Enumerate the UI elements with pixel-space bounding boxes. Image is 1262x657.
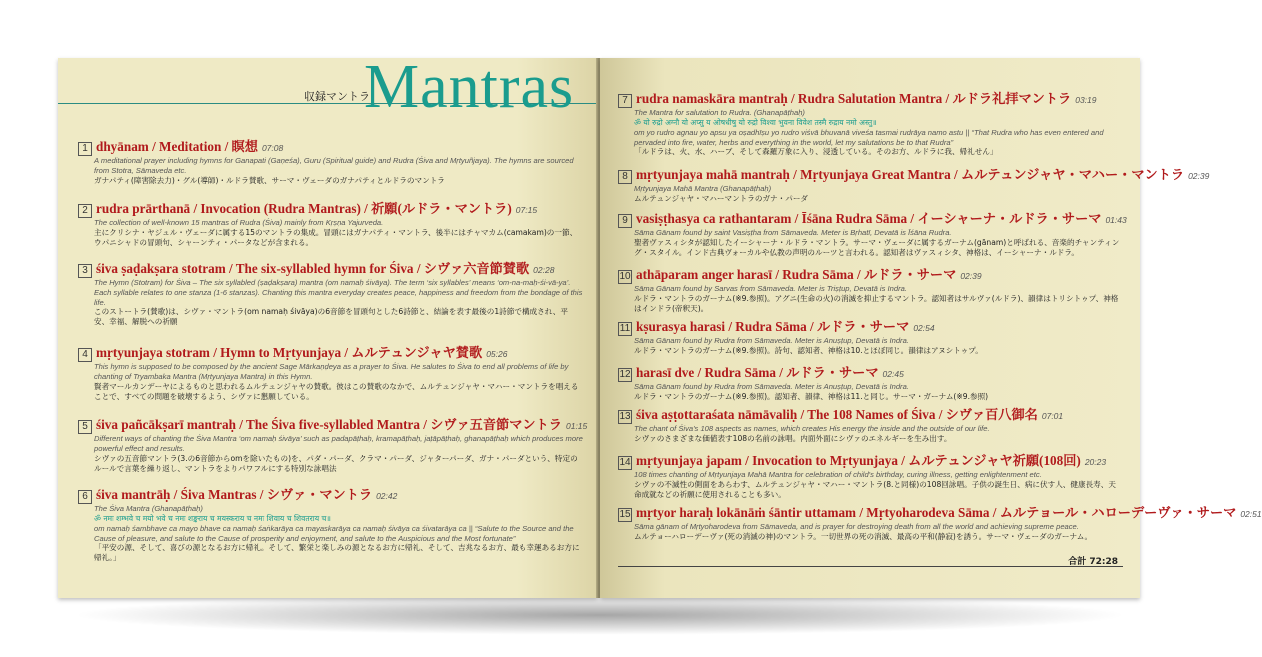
track-japanese: ルドラ・マントラのガーナム(※9.参照)。認知者、韻律、神格は11.と同じ。サーマ・ガーナム(※9.参照) — [634, 391, 989, 401]
track-translation: om namaḥ śambhave ca mayo bhave ca namaḥ śaṅkarāya ca mayaskarāya ca namaḥ śivāya ca śivatarāya ca || “Salute to the Source and the Cause of pleasure, and salute to the Cause of prosperity and enjoyment, and salute to the Auspicious and the Most fortunate” — [94, 523, 574, 543]
track-duration: 02:45 — [882, 369, 904, 379]
track-number: 12 — [619, 369, 631, 380]
track-item — [618, 404, 1123, 444]
track-title: mṛtyunjaya stotram / Hymn to Mṛtyunjaya / ムルテュンジャヤ賛歌 — [96, 345, 483, 360]
track-title: rudra prārthanā / Invocation (Rudra Mantras) / 祈願(ルドラ・マントラ) — [96, 201, 512, 216]
track-item — [78, 258, 583, 327]
track-heading — [78, 198, 583, 218]
track-description: The Mantra for salutation to Rudra. (Ghanapāṭhaḥ) — [634, 108, 805, 117]
track-description: A meditational prayer including hymns for Ganapati (Gaṇeśa), Guru (Spiritual guide) and Rudra (Śiva and Mṛtyuñjaya). The hymns are sourced from Stotra, Sāmaveda etc. — [94, 156, 574, 175]
track-heading — [618, 164, 1210, 184]
track-japanese: シヴァの五音節マントラ(3.の6音節からomを除いたもの)を、パダ・パーダ、クラマ・パーダ、ジャターパーダ、ガナ・パーダという、特定のルールで言葉を繰り返し、マントラをよりパワフルにする特別な詠唱法 — [94, 453, 578, 473]
page-subtitle: 収録マントラ — [304, 90, 370, 103]
track-title: kṣurasya harasi / Rudra Sāma / ルドラ・サーマ — [636, 319, 910, 334]
track-japanese: シヴァのさまざまな価値表す108の名前の詠唱。内面外面にシヴァのエネルギーを生み出す。 — [634, 433, 952, 443]
track-duration: 07:15 — [515, 205, 538, 215]
track-devanagari: ॐ नमः शम्भवे च मयो भवे च नमः शङ्कराय च मयस्कराय च नमः शिवाय च शिवतराय च॥ — [94, 513, 331, 523]
track-item — [78, 198, 583, 248]
right-page — [600, 58, 1262, 598]
track-duration: 02:54 — [913, 323, 935, 333]
track-title: śiva mantrāḥ / Śiva Mantras / シヴァ・マントラ — [96, 487, 373, 502]
track-number: 7 — [618, 94, 632, 108]
track-title: vasiṣṭhasya ca rathantaram / Īśāna Rudra Sāma / イーシャーナ・ルドラ・サーマ — [636, 211, 1102, 226]
left-page — [58, 53, 598, 598]
track-duration: 03:19 — [1075, 95, 1097, 105]
track-duration: 02:39 — [960, 271, 982, 281]
track-japanese: シヴァの不滅性の側面をあらわす、ムルテュンジャヤ・マハー・マントラ(8.と同様)の108回詠唱。子供の誕生日、病に伏す人、健康長寿、天命成就などの祈願に使用されることも多い。 — [634, 479, 1116, 499]
track-heading — [618, 88, 1123, 108]
track-heading — [78, 136, 583, 156]
track-number: 1 — [78, 142, 92, 156]
track-title: dhyānam / Meditation / 瞑想 — [96, 139, 258, 154]
track-heading — [78, 414, 588, 434]
track-item — [618, 164, 1210, 204]
track-title: śiva ṣaḍakṣara stotram / The six-syllabled hymn for Śiva / シヴァ六音節賛歌 — [96, 261, 530, 276]
track-japanese: 主にクリシナ・ヤジュル・ヴェーダに属する15のマントラの集成。冒頭にはガナパティ・マントラ、後半にはチャマカム(camakam)の一節、ウパニシャドの冒頭句、シャーンティ・パータなどが含まれる。 — [94, 227, 578, 247]
track-number: 15 — [619, 509, 631, 520]
track-item — [78, 484, 583, 563]
track-description: Sāma Gānam found by Rudra from Sāmaveda. Meter is Anuṣṭup, Devatā is Indra. — [634, 382, 909, 391]
track-item — [618, 208, 1127, 258]
track-heading — [618, 208, 1127, 228]
track-duration: 20:23 — [1084, 457, 1107, 467]
track-japanese: ムルテュンジャヤ・マハーマントラのガナ・パーダ — [634, 193, 809, 203]
track-duration: 02:42 — [376, 491, 398, 501]
track-title: harasī dve / Rudra Sāma / ルドラ・サーマ — [636, 365, 879, 380]
track-item — [618, 264, 1123, 314]
track-heading — [618, 316, 1123, 336]
track-duration: 02:51 — [1240, 509, 1262, 519]
track-heading — [618, 264, 1123, 284]
track-title: athāparam anger harasī / Rudra Sāma / ルドラ・サーマ — [636, 267, 957, 282]
track-duration: 05:26 — [486, 349, 508, 359]
track-number: 3 — [78, 264, 92, 278]
track-title: rudra namaskāra mantraḥ / Rudra Salutation Mantra / ルドラ礼拝マントラ — [636, 91, 1072, 106]
track-number: 9 — [618, 214, 632, 228]
track-japanese: ガナパティ(障害除去力)・グル(導師)・ルドラ賛歌、サーマ・ヴェーダのガナパティとルドラのマントラ — [94, 175, 445, 185]
track-item — [78, 414, 588, 474]
booklet-shadow — [70, 595, 1130, 635]
track-item — [618, 450, 1123, 500]
track-title: mṛtyunjaya japam / Invocation to Mṛtyunjaya / ムルテュンジャヤ祈願(108回) — [636, 453, 1081, 468]
track-duration: 07:01 — [1041, 411, 1064, 421]
track-number: 11 — [619, 323, 631, 334]
track-title: mṛtyor haraḥ lokānāṁ śāntir uttamam / Mṛtyoharodeva Sāma / ムルテョール・ハローデーヴァ・サーマ — [636, 505, 1237, 520]
track-number: 2 — [78, 204, 92, 218]
track-number: 13 — [619, 411, 631, 422]
track-duration: 01:43 — [1105, 215, 1127, 225]
track-description: The Hymn (Stotram) for Śiva – The six syllabled (ṣaḍakṣara) mantra (om namaḥ śivāya). The term ‘six syllables’ means ‘om-na-maḥ-śi-vā-ya’. Each syllable relates to one stanza (1-6 stanzas). Chanting this mantra everyday creates peace, happiness and freedom from the bondage of this life. — [94, 278, 583, 307]
track-title: śiva aṣṭottaraśata nāmāvaliḥ / The 108 Names of Śiva / シヴァ百八御名 — [636, 407, 1038, 422]
track-description: The collection of well-known 15 mantras of Rudra (Śiva) mainly from Kṛṣṇa Yajurveda. — [94, 218, 384, 227]
title-row — [58, 53, 598, 128]
track-number: 8 — [618, 170, 632, 184]
track-duration: 02:28 — [533, 265, 555, 275]
page-title: Mantras — [364, 53, 575, 121]
track-japanese: ルドラ・マントラのガーナム(※9.参照)。アグニ(生命の火)の消滅を抑止するマントラ。認知者はサルヴァ(ルドラ)、韻律はトリシトゥプ、神格はインドラ(帝釈天)。 — [634, 293, 1119, 313]
track-item — [78, 342, 583, 402]
track-devanagari: ॐ यो रुद्रो अग्नौ यो अप्सु य ओषधीषु यो रुद्रो विश्वा भुवना विवेश तस्मै रुद्राय नमो अस्तु॥ — [634, 117, 877, 127]
track-heading — [78, 258, 583, 278]
track-heading — [78, 342, 583, 362]
track-japanese: ルドラ・マントラのガーナム(※9.参照)。詩句、認知者、神格は10.とほぼ同じ。韻律はアヌシトゥプ。 — [634, 345, 983, 355]
track-item — [618, 316, 1123, 356]
track-translation: om yo rudro agnau yo apsu ya oṣadhīṣu yo rudro viśvā bhuvanā viveśa tasmai rudrāya namo astu || “That Rudra who has even entered and pervaded into fire, water, herbs and everything in the world, let my salutations be to that Rudra” — [634, 127, 1104, 147]
track-item — [618, 502, 1262, 542]
track-number: 6 — [78, 490, 92, 504]
track-number: 5 — [78, 420, 92, 434]
total-duration: 合計 72:28 — [1068, 557, 1118, 567]
track-description: Different ways of chanting the Śiva Mantra ‘om namaḥ śivāya’ such as padapāṭhaḥ, kramapāṭhaḥ, jaṭāpāṭhaḥ, ghanapāṭhaḥ which produces more powerful effect and results. — [94, 434, 583, 453]
track-number: 10 — [619, 271, 631, 282]
track-item — [618, 362, 1123, 402]
track-description: The Śiva Mantra (Ghanapāṭhaḥ) — [94, 504, 203, 513]
track-japanese: ムルテョーハローデーヴァ(死の消滅の神)のマントラ。一切世界の死の消滅、最高の平和(静寂)を誘う。サーマ・ヴェーダのガーナム。 — [634, 531, 1093, 541]
track-japanese: 賢者マールカンデーヤによるものと思われるムルテュンジャヤの賛歌。彼はこの賛歌のなかで、ムルテュンジャヤ・マハー・マントラを唱えることで、すべての問題を破壊するよう、シヴァに懇願している。 — [94, 381, 579, 401]
track-description: Mṛtyunjaya Mahā Mantra (Ghanapāṭhaḥ) — [634, 184, 772, 193]
track-japanese: 聖者ヴァスィシタが認知したイーシャーナ・ルドラ・マントラ。サーマ・ヴェーダに属するガーナム(gānam)と呼ばれる、音楽的チャンティング・スタイル。インド古典ヴォーカルや仏教の声明のルーツと言われる。認知者はヴァスィシタ、神格は、イーシャーナ・ルドラ。 — [634, 237, 1120, 257]
track-description: This hymn is supposed to be composed by the ancient Sage Mārkaṇḍeya as a prayer to Śiva. He salutes to Śiva to end all problems of life by chanting of Tryambaka Mantra (Mṛtyunjaya Mantra) in this Hymn. — [94, 362, 569, 381]
track-number: 4 — [78, 348, 92, 362]
track-heading — [618, 404, 1123, 424]
track-duration: 02:39 — [1188, 171, 1210, 181]
track-japanese: このストートラ(賛歌)は、シヴァ・マントラ(om namaḥ śivāya)の6音節を冒頭句とした6詩節と、結論を表す最後の1詩節で構成され、平安、幸福、解脱への祈願 — [94, 307, 568, 327]
track-heading — [618, 362, 1123, 382]
track-description: Sāma Gānam found by saint Vasiṣṭha from Sāmaveda. Meter is Bṛhatī, Devatā is Īśāna Rudra. — [634, 228, 952, 237]
track-heading — [618, 502, 1262, 522]
track-title: mṛtyunjaya mahā mantraḥ / Mṛtyunjaya Great Mantra / ムルテュンジャヤ・マハー・マントラ — [636, 167, 1185, 182]
track-duration: 07:08 — [261, 143, 284, 153]
track-item — [78, 136, 583, 186]
track-japanese: 「ルドラは、火、水、ハーブ、そして森羅万象に入り、浸透している。そのお方、ルドラに我、帰礼せん」 — [634, 147, 998, 157]
track-duration: 01:15 — [565, 421, 588, 431]
track-description: 108 times chanting of Mṛtyunjaya Mahā Mantra for celebration of child's birthday, curing illness, getting enlightenment etc. — [634, 470, 1042, 479]
track-item — [618, 88, 1123, 157]
track-heading — [78, 484, 583, 504]
track-heading — [618, 450, 1123, 470]
track-description: Sāma Gānam found by Sarvas from Sāmaveda. Meter is Triṣṭup, Devatā is Indra. — [634, 284, 907, 293]
track-description: Sāma Gānam found by Rudra from Sāmaveda. Meter is Anuṣṭup, Devatā is Indra. — [634, 336, 909, 345]
track-description: The chant of Śiva's 108 aspects as names, which creates His energy the inside and the outside of our life. — [634, 424, 990, 433]
track-number: 14 — [619, 457, 631, 468]
total-divider — [618, 566, 1123, 567]
track-japanese: 「平安の源、そして、喜びの源となるお方に帰礼。そして、繁栄と楽しみの源となるお方に帰礼、そして、吉兆なるお方、最も幸運あるお方に帰礼。」 — [94, 543, 580, 563]
track-description: Sāma gānam of Mṛtyoharodeva from Sāmaveda, and is prayer for destroying death from all the world and achieving supreme peace. — [634, 522, 1079, 531]
track-title: śiva pañcākṣarī mantraḥ / The Śiva five-syllabled Mantra / シヴァ五音節マントラ — [96, 417, 562, 432]
